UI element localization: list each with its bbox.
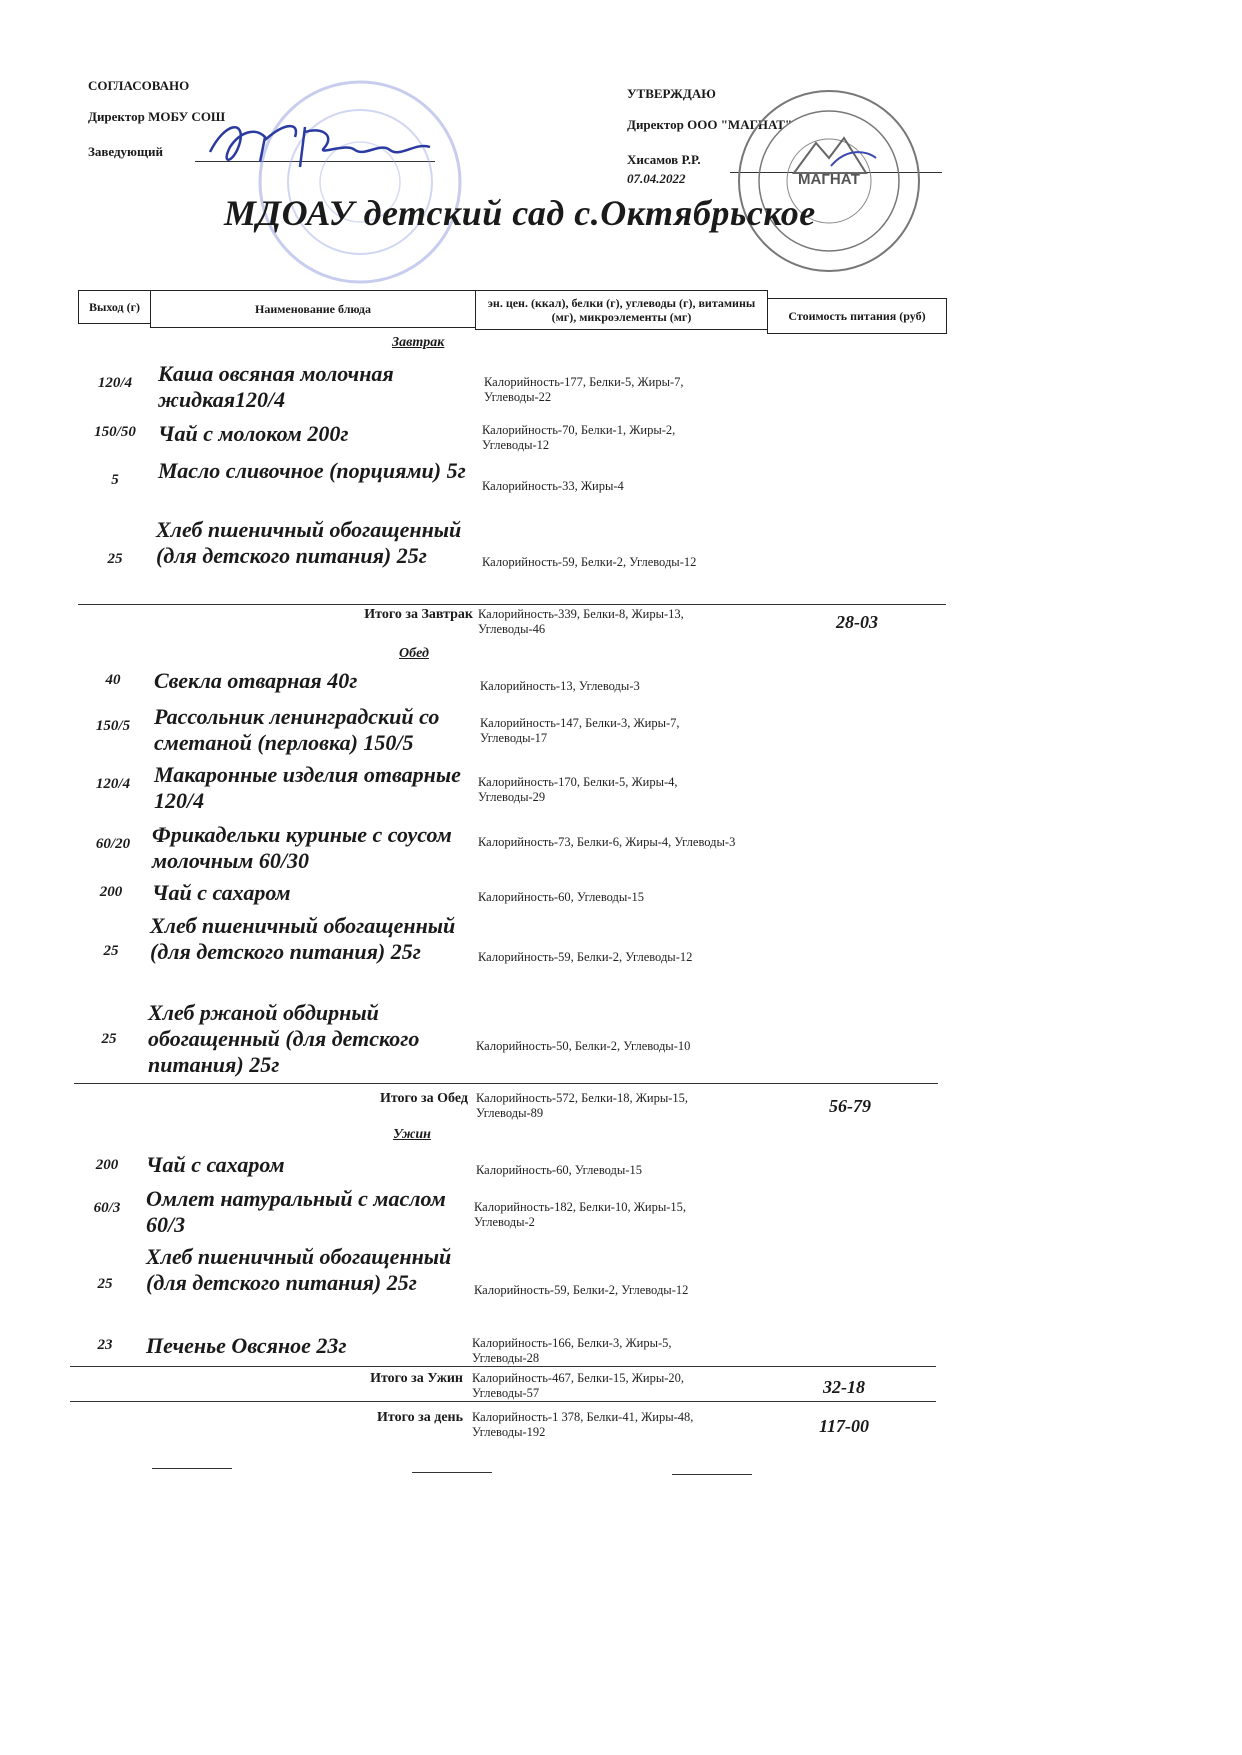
lunch-nutrition: Калорийность-59, Белки-2, Углеводы-12: [478, 950, 693, 964]
day-total-label: Итого за день: [377, 1410, 463, 1425]
col-header-yield: Выход (г): [78, 290, 151, 324]
breakfast-nutrition: Калорийность-59, Белки-2, Углеводы-12: [482, 555, 697, 569]
approval-date: 07.04.2022: [627, 171, 686, 186]
lunch-dish: Чай с сахаром: [152, 880, 291, 905]
dinner-yield: 25: [97, 1276, 113, 1292]
approve-label: УТВЕРЖДАЮ: [627, 86, 716, 101]
col-header-dish: Наименование блюда: [150, 290, 476, 328]
breakfast-total-label: Итого за Завтрак: [364, 607, 473, 622]
lunch-total-label: Итого за Обед: [379, 1091, 468, 1106]
lunch-yield: 25: [101, 1031, 117, 1047]
breakfast-dish: Масло сливочное (порциями) 5г: [158, 458, 466, 483]
day-total-nutrition: Калорийность-1 378, Белки-41, Жиры-48, Углеводы-192: [472, 1410, 694, 1439]
lunch-nutrition: Калорийность-147, Белки-3, Жиры-7, Углеводы-17: [480, 716, 680, 745]
section-title-dinner: Ужин: [393, 1127, 431, 1142]
lunch-nutrition: Калорийность-60, Углеводы-15: [478, 890, 644, 904]
signature-line: [152, 1468, 232, 1469]
company-director-label: Директор ООО "МАГНАТ": [627, 117, 793, 132]
lunch-nutrition: Калорийность-50, Белки-2, Углеводы-10: [476, 1039, 691, 1053]
breakfast-yield: 5: [111, 472, 119, 488]
stamp-text: МАГНАТ: [798, 171, 860, 188]
dinner-yield: 60/3: [93, 1200, 121, 1216]
breakfast-total-nutrition: Калорийность-339, Белки-8, Жиры-13, Углеводы-46: [478, 607, 684, 636]
lunch-total-rule: [74, 1083, 938, 1084]
page-title: МДОАУ детский сад с.Октябрьское: [224, 193, 816, 233]
lunch-dish: Свекла отварная 40г: [154, 668, 358, 693]
dinner-total-nutrition: Калорийность-467, Белки-15, Жиры-20, Углеводы-57: [472, 1371, 685, 1400]
breakfast-yield: 120/4: [97, 375, 133, 391]
dinner-total-label: Итого за Ужин: [370, 1371, 463, 1386]
dinner-dish: Омлет натуральный с маслом 60/3: [146, 1186, 446, 1237]
lunch-dish: Хлеб ржаной обдирный обогащенный (для детского питания) 25г: [148, 1000, 420, 1077]
breakfast-nutrition: Калорийность-70, Белки-1, Жиры-2, Углеводы-12: [482, 423, 676, 452]
lunch-yield: 120/4: [95, 776, 131, 792]
dinner-nutrition: Калорийность-182, Белки-10, Жиры-15, Углеводы-2: [474, 1200, 687, 1229]
signature-line: [672, 1474, 752, 1475]
lunch-yield: 25: [103, 943, 119, 959]
dinner-dish: Чай с сахаром: [146, 1152, 285, 1177]
school-director-label: Директор МОБУ СОШ: [88, 109, 226, 124]
lunch-yield: 60/20: [95, 836, 131, 852]
company-stamp: [736, 88, 922, 274]
dinner-yield: 23: [97, 1337, 113, 1353]
breakfast-cost: 28-03: [836, 612, 878, 632]
breakfast-total-rule: [78, 604, 946, 605]
dinner-nutrition: Калорийность-59, Белки-2, Углеводы-12: [474, 1283, 689, 1297]
dinner-dish: Хлеб пшеничный обогащенный (для детского питания) 25г: [146, 1244, 452, 1295]
lunch-dish: Рассольник ленинградский со сметаной (перловка) 150/5: [154, 704, 440, 755]
lunch-total-nutrition: Калорийность-572, Белки-18, Жиры-15, Углеводы-89: [476, 1091, 689, 1120]
lunch-yield: 150/5: [95, 718, 131, 734]
section-title-breakfast: Завтрак: [392, 335, 445, 350]
agreed-label: СОГЛАСОВАНО: [88, 78, 190, 93]
dinner-nutrition: Калорийность-60, Углеводы-15: [476, 1163, 642, 1177]
dinner-yield: 200: [95, 1157, 119, 1173]
lunch-nutrition: Калорийность-170, Белки-5, Жиры-4, Углеводы-29: [478, 775, 678, 804]
lunch-dish: Фрикадельки куриные с соусом молочным 60/30: [152, 822, 452, 873]
day-total-rule: [70, 1401, 936, 1402]
breakfast-nutrition: Калорийность-33, Жиры-4: [482, 479, 624, 493]
breakfast-yield: 150/50: [94, 424, 136, 440]
signature-line: [412, 1472, 492, 1473]
col-header-cost: Стоимость питания (руб): [767, 298, 947, 334]
section-title-lunch: Обед: [399, 646, 429, 661]
breakfast-dish: Хлеб пшеничный обогащенный (для детского питания) 25г: [156, 517, 462, 568]
approver-name: Хисамов Р.Р.: [627, 152, 701, 167]
breakfast-dish: Каша овсяная молочная жидкая120/4: [158, 361, 394, 412]
breakfast-nutrition: Калорийность-177, Белки-5, Жиры-7, Углеводы-22: [484, 375, 684, 404]
lunch-yield: 200: [99, 884, 123, 900]
lunch-nutrition: Калорийность-13, Углеводы-3: [480, 679, 640, 693]
dinner-total-rule: [70, 1366, 936, 1367]
dinner-cost: 32-18: [823, 1377, 865, 1397]
breakfast-yield: 25: [107, 551, 123, 567]
lunch-yield: 40: [105, 672, 121, 688]
signature-icon: [205, 112, 455, 182]
lunch-dish: Макаронные изделия отварные 120/4: [154, 762, 461, 813]
day-total-cost: 117-00: [818, 1416, 869, 1436]
lunch-cost: 56-79: [829, 1096, 871, 1116]
dinner-dish: Печенье Овсяное 23г: [146, 1333, 347, 1358]
dinner-nutrition: Калорийность-166, Белки-3, Жиры-5, Углеводы-28: [472, 1336, 672, 1365]
breakfast-dish: Чай с молоком 200г: [158, 421, 349, 446]
col-header-nutrition: эн. цен. (ккал), белки (г), углеводы (г), витамины (мг), микроэлементы (мг): [475, 290, 768, 330]
head-label: Заведующий: [88, 144, 163, 159]
lunch-dish: Хлеб пшеничный обогащенный (для детского питания) 25г: [150, 913, 456, 964]
lunch-nutrition: Калорийность-73, Белки-6, Жиры-4, Углеводы-3: [478, 835, 736, 849]
